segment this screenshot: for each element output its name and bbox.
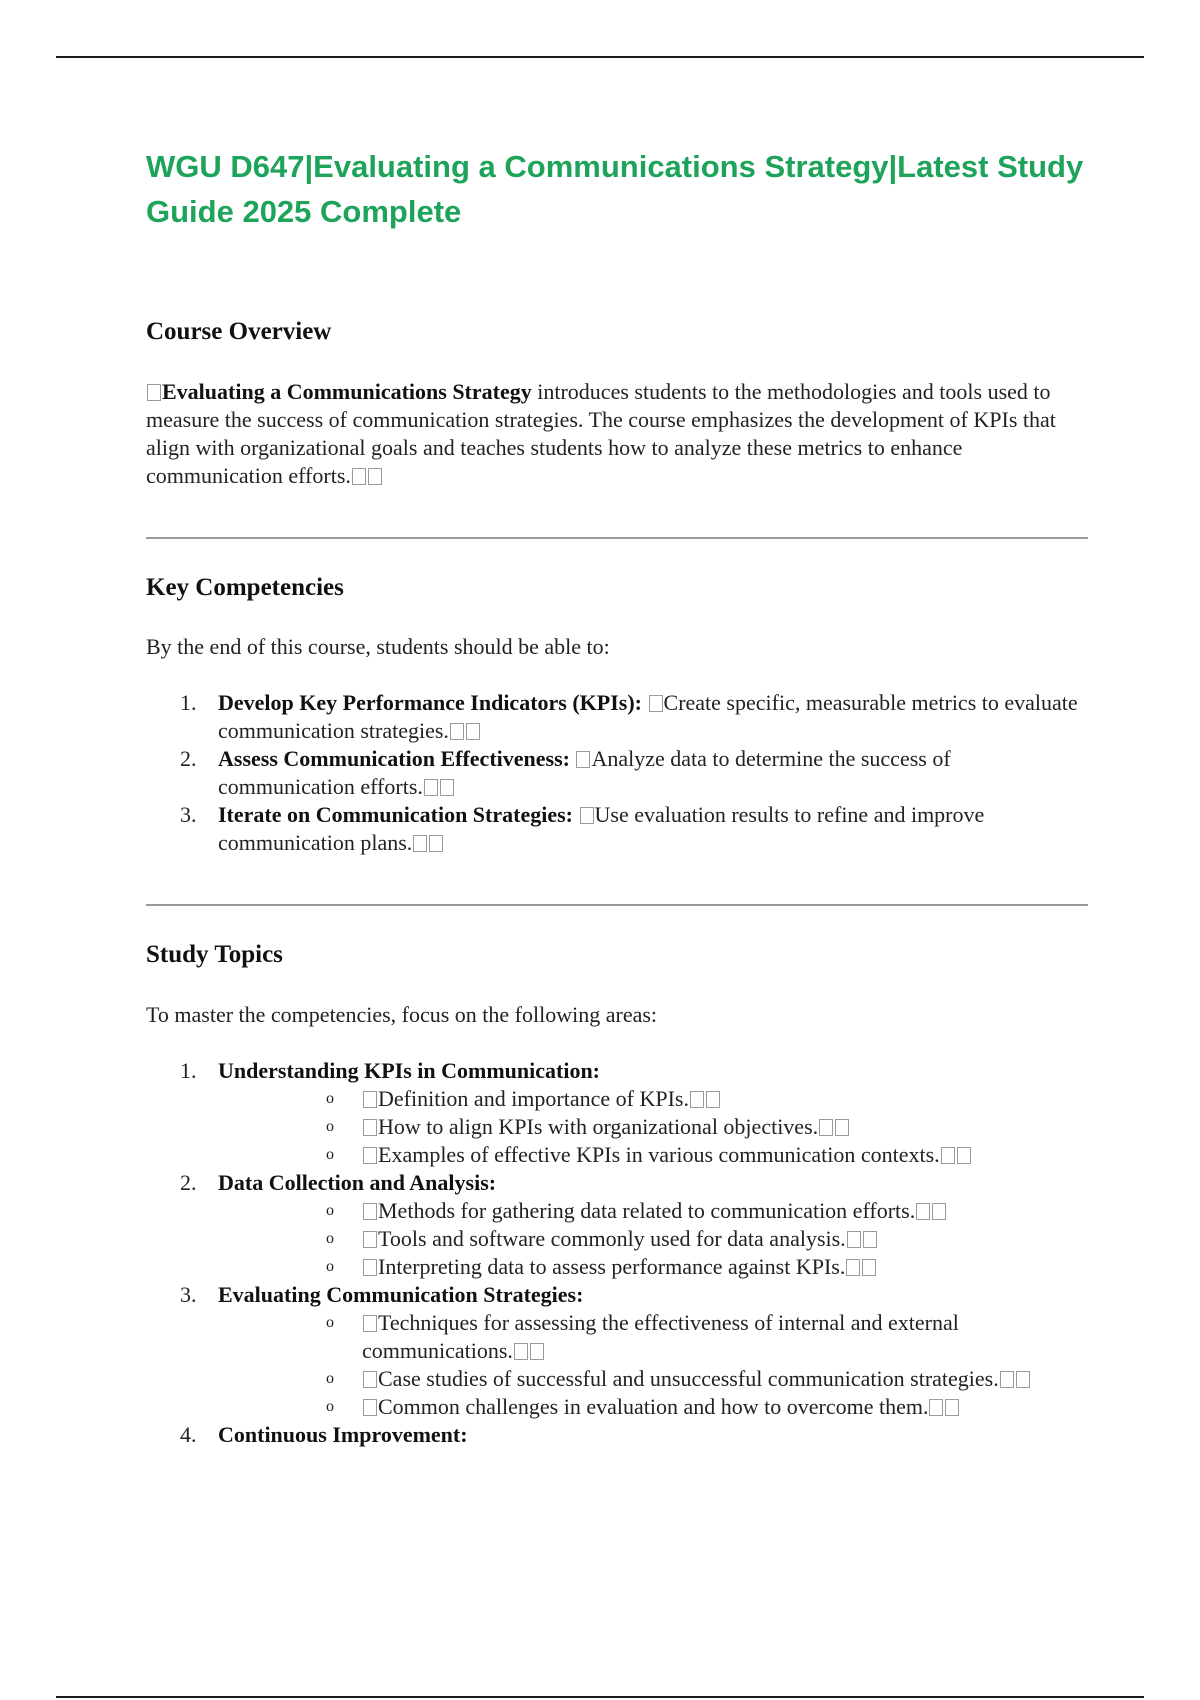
topic-sublist <box>218 1085 1086 1169</box>
circle-bullet-icon: o <box>326 1090 334 1107</box>
missing-glyph-icon <box>363 1315 377 1332</box>
missing-glyph-icon <box>466 723 480 740</box>
list-number: 4. <box>180 1422 197 1447</box>
subtopic-item <box>218 1253 1086 1281</box>
list-number: 2. <box>180 746 197 771</box>
list-number: 1. <box>180 1058 197 1083</box>
course-overview-text: introduces students to the methodologies and tools used to measure the success of communication strategies. The course emphasizes the development of KPIs that align with organizational goals and teaches students how to analyze these metrics to enhance communication efforts. <box>146 379 1056 488</box>
competency-label: Iterate on Communication Strategies: <box>218 802 573 827</box>
subtopic-item <box>218 1085 1086 1113</box>
missing-glyph-icon <box>530 1343 544 1360</box>
study-topics-intro: To master the competencies, focus on the following areas: <box>146 1002 658 1027</box>
topic-label: Data Collection and Analysis: <box>218 1170 497 1195</box>
subtopic-item <box>218 1197 1086 1225</box>
missing-glyph-icon <box>835 1119 849 1136</box>
subtopic-text: Definition and importance of KPIs. <box>378 1086 689 1111</box>
missing-glyph-icon <box>363 1399 377 1416</box>
missing-glyph-icon <box>847 1231 861 1248</box>
missing-glyph-icon <box>368 468 382 485</box>
course-overview-paragraph <box>146 378 1086 490</box>
competency-item <box>146 801 1086 857</box>
missing-glyph-icon <box>957 1147 971 1164</box>
subtopic-item <box>218 1365 1086 1393</box>
study-topics-heading: Study Topics <box>146 941 283 968</box>
missing-glyph-icon <box>916 1203 930 1220</box>
topic-label: Continuous Improvement: <box>218 1422 468 1447</box>
subtopic-text: How to align KPIs with organizational objectives. <box>378 1114 819 1139</box>
missing-glyph-icon <box>363 1203 377 1220</box>
subtopic-text: Methods for gathering data related to communication efforts. <box>378 1198 916 1223</box>
subtopic-text: Examples of effective KPIs in various communication contexts. <box>378 1142 940 1167</box>
subtopic-text: Common challenges in evaluation and how to overcome them. <box>378 1394 929 1419</box>
missing-glyph-icon <box>945 1399 959 1416</box>
competency-item <box>146 745 1086 801</box>
circle-bullet-icon: o <box>326 1230 334 1247</box>
circle-bullet-icon: o <box>326 1118 334 1135</box>
topic-item <box>146 1281 1086 1421</box>
competency-text: Analyze data to determine the success of communication efforts. <box>218 746 951 799</box>
course-name-bold: Evaluating a Communications Strategy <box>162 379 532 404</box>
list-number: 3. <box>180 802 197 827</box>
missing-glyph-icon <box>363 1371 377 1388</box>
missing-glyph-icon <box>932 1203 946 1220</box>
missing-glyph-icon <box>1016 1371 1030 1388</box>
list-number: 3. <box>180 1282 197 1307</box>
subtopic-item <box>218 1141 1086 1169</box>
key-competencies-list <box>146 689 1086 857</box>
competency-label: Develop Key Performance Indicators (KPIs): <box>218 690 643 715</box>
missing-glyph-icon <box>363 1147 377 1164</box>
topic-label: Evaluating Communication Strategies: <box>218 1282 584 1307</box>
topic-item <box>146 1169 1086 1281</box>
missing-glyph-icon <box>846 1259 860 1276</box>
missing-glyph-icon <box>363 1119 377 1136</box>
missing-glyph-icon <box>424 779 438 796</box>
topic-item <box>146 1421 1086 1449</box>
circle-bullet-icon: o <box>326 1314 334 1331</box>
subtopic-text: Tools and software commonly used for data analysis. <box>378 1226 846 1251</box>
missing-glyph-icon <box>929 1399 943 1416</box>
subtopic-text: Interpreting data to assess performance against KPIs. <box>378 1254 846 1279</box>
missing-glyph-icon <box>514 1343 528 1360</box>
page-top-rule <box>56 56 1144 58</box>
missing-glyph-icon <box>450 723 464 740</box>
competency-item <box>146 689 1086 745</box>
missing-glyph-icon <box>363 1231 377 1248</box>
course-overview-heading: Course Overview <box>146 318 332 345</box>
subtopic-item <box>218 1113 1086 1141</box>
missing-glyph-icon <box>413 835 427 852</box>
missing-glyph-icon <box>819 1119 833 1136</box>
competency-text: Use evaluation results to refine and improve communication plans. <box>218 802 985 855</box>
key-competencies-intro: By the end of this course, students should be able to: <box>146 634 610 659</box>
circle-bullet-icon: o <box>326 1370 334 1387</box>
missing-glyph-icon <box>440 779 454 796</box>
competency-label: Assess Communication Effectiveness: <box>218 746 570 771</box>
missing-glyph-icon <box>690 1091 704 1108</box>
document-title: WGU D647|Evaluating a Communications Strategy|Latest Study Guide 2025 Complete <box>146 149 1084 229</box>
section-divider <box>146 904 1088 906</box>
study-topics-list <box>146 1057 1086 1449</box>
list-number: 2. <box>180 1170 197 1195</box>
topic-label: Understanding KPIs in Communication: <box>218 1058 601 1083</box>
missing-glyph-icon <box>363 1091 377 1108</box>
topic-sublist <box>218 1309 1086 1421</box>
missing-glyph-icon <box>576 751 590 768</box>
missing-glyph-icon <box>862 1259 876 1276</box>
circle-bullet-icon: o <box>326 1146 334 1163</box>
competency-text: Create specific, measurable metrics to evaluate communication strategies. <box>218 690 1078 743</box>
topic-sublist <box>218 1197 1086 1281</box>
topic-item <box>146 1057 1086 1169</box>
subtopic-text: Techniques for assessing the effectiveness of internal and external communications. <box>362 1310 959 1363</box>
page-bottom-rule <box>56 1696 1144 1698</box>
key-competencies-heading: Key Competencies <box>146 574 344 601</box>
missing-glyph-icon <box>649 695 663 712</box>
missing-glyph-icon <box>147 384 161 401</box>
section-divider <box>146 537 1088 539</box>
subtopic-item <box>218 1309 1086 1365</box>
subtopic-text: Case studies of successful and unsuccessful communication strategies. <box>378 1366 999 1391</box>
missing-glyph-icon <box>363 1259 377 1276</box>
circle-bullet-icon: o <box>326 1398 334 1415</box>
missing-glyph-icon <box>352 468 366 485</box>
list-number: 1. <box>180 690 197 715</box>
subtopic-item <box>218 1393 1086 1421</box>
circle-bullet-icon: o <box>326 1202 334 1219</box>
missing-glyph-icon <box>941 1147 955 1164</box>
missing-glyph-icon <box>429 835 443 852</box>
circle-bullet-icon: o <box>326 1258 334 1275</box>
missing-glyph-icon <box>706 1091 720 1108</box>
missing-glyph-icon <box>1000 1371 1014 1388</box>
missing-glyph-icon <box>863 1231 877 1248</box>
subtopic-item <box>218 1225 1086 1253</box>
missing-glyph-icon <box>580 807 594 824</box>
